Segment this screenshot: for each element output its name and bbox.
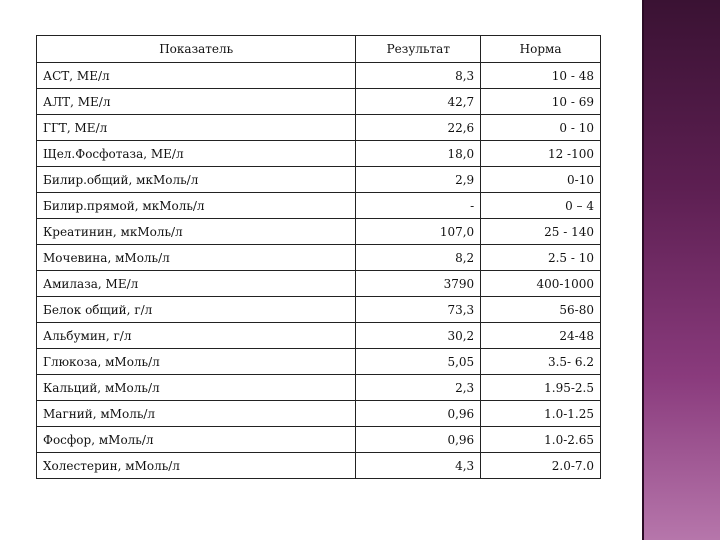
row-norm: 10 - 48: [481, 63, 601, 89]
row-name: Альбумин, г/л: [37, 323, 356, 349]
row-result: 5,05: [356, 349, 481, 375]
row-norm: 10 - 69: [481, 89, 601, 115]
row-name: Магний, мМоль/л: [37, 401, 356, 427]
row-norm: 0 – 4: [481, 193, 601, 219]
table-header-row: [37, 36, 601, 63]
row-result: 4,3: [356, 453, 481, 479]
row-result: 73,3: [356, 297, 481, 323]
row-name: Амилаза, МЕ/л: [37, 271, 356, 297]
row-result: 0,96: [356, 427, 481, 453]
header-indicator: Показатель: [37, 36, 356, 63]
table-row: [37, 63, 601, 89]
row-norm: 12 -100: [481, 141, 601, 167]
row-result: 3790: [356, 271, 481, 297]
row-result: 30,2: [356, 323, 481, 349]
row-norm: 0 - 10: [481, 115, 601, 141]
table-row: [37, 323, 601, 349]
row-name: Билир.общий, мкМоль/л: [37, 167, 356, 193]
row-name: АЛТ, МЕ/л: [37, 89, 356, 115]
row-name: Креатинин, мкМоль/л: [37, 219, 356, 245]
table-row: [37, 349, 601, 375]
row-name: Мочевина, мМоль/л: [37, 245, 356, 271]
row-name: Билир.прямой, мкМоль/л: [37, 193, 356, 219]
row-norm: 56-80: [481, 297, 601, 323]
header-norm: Норма: [481, 36, 601, 63]
table-row: [37, 401, 601, 427]
decorative-side-stripe: [642, 0, 720, 540]
row-norm: 1.0-2.65: [481, 427, 601, 453]
row-result: -: [356, 193, 481, 219]
row-norm: 2.0-7.0: [481, 453, 601, 479]
row-norm: 2.5 - 10: [481, 245, 601, 271]
table-row: [37, 453, 601, 479]
row-result: 18,0: [356, 141, 481, 167]
table-row: [37, 245, 601, 271]
row-result: 8,3: [356, 63, 481, 89]
row-name: ГГТ, МЕ/л: [37, 115, 356, 141]
row-norm: 1.95-2.5: [481, 375, 601, 401]
table-row: [37, 427, 601, 453]
table-row: [37, 271, 601, 297]
row-name: Холестерин, мМоль/л: [37, 453, 356, 479]
row-result: 107,0: [356, 219, 481, 245]
table-row: [37, 219, 601, 245]
row-name: Кальций, мМоль/л: [37, 375, 356, 401]
row-norm: 0-10: [481, 167, 601, 193]
header-result: Результат: [356, 36, 481, 63]
row-result: 0,96: [356, 401, 481, 427]
row-name: Фосфор, мМоль/л: [37, 427, 356, 453]
lab-results-table: [36, 35, 601, 479]
row-result: 2,3: [356, 375, 481, 401]
row-name: Глюкоза, мМоль/л: [37, 349, 356, 375]
row-norm: 400-1000: [481, 271, 601, 297]
row-norm: 1.0-1.25: [481, 401, 601, 427]
row-result: 42,7: [356, 89, 481, 115]
row-name: Щел.Фосфотаза, МЕ/л: [37, 141, 356, 167]
table-row: [37, 141, 601, 167]
table-row: [37, 297, 601, 323]
row-norm: 25 - 140: [481, 219, 601, 245]
table-row: [37, 115, 601, 141]
row-name: Белок общий, г/л: [37, 297, 356, 323]
table-row: [37, 375, 601, 401]
row-result: 22,6: [356, 115, 481, 141]
table-row: [37, 167, 601, 193]
table-row: [37, 89, 601, 115]
row-result: 2,9: [356, 167, 481, 193]
row-norm: 3.5- 6.2: [481, 349, 601, 375]
row-name: АСТ, МЕ/л: [37, 63, 356, 89]
table-row: [37, 193, 601, 219]
row-result: 8,2: [356, 245, 481, 271]
row-norm: 24-48: [481, 323, 601, 349]
